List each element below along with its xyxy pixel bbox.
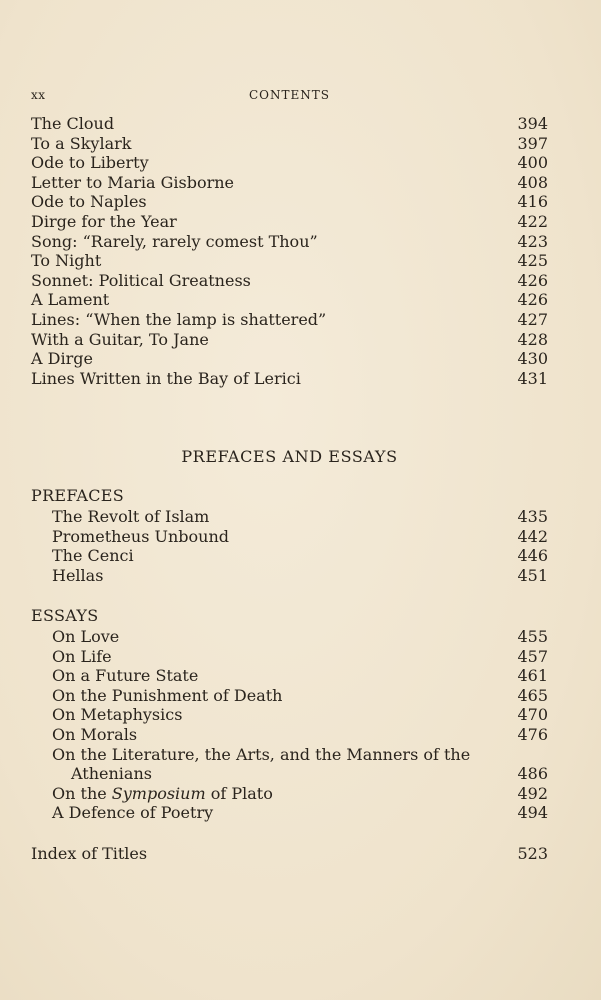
entry-title: [52, 784, 273, 804]
prefaces-section: [31, 485, 548, 585]
entry-page: 427: [517, 309, 548, 329]
entry-page: 451: [517, 565, 548, 585]
toc-entry: [31, 271, 548, 291]
toc-entry-index: [31, 844, 548, 864]
toc-entry: [31, 251, 548, 271]
entry-page: 408: [517, 172, 548, 192]
toc-entry: [31, 705, 548, 725]
index-entry-block: [31, 844, 548, 864]
toc-entry: [31, 686, 548, 706]
entry-page: 430: [517, 349, 548, 369]
toc-entry-defence: [31, 803, 548, 823]
entry-page: 476: [517, 724, 548, 744]
entry-page: 442: [517, 526, 548, 546]
entry-title: The Cloud: [31, 114, 115, 133]
entry-title: A Dirge: [31, 349, 93, 369]
entry-title: Hellas: [52, 565, 104, 585]
toc-entry: [31, 627, 548, 647]
toc-entry-symposium: [31, 784, 548, 804]
entry-page: 446: [517, 546, 548, 566]
entry-page: 494: [517, 803, 548, 823]
entry-page: 457: [517, 646, 548, 666]
essays-heading: ESSAYS: [31, 606, 99, 625]
toc-entry: [31, 134, 548, 154]
toc-entry: [31, 212, 548, 232]
entry-page: 523: [517, 844, 548, 863]
toc-entry: [31, 153, 548, 173]
toc-entry: [31, 507, 548, 527]
toc-entry: [31, 666, 548, 686]
section-title: PREFACES AND ESSAYS: [181, 447, 398, 466]
entry-page: 435: [517, 507, 548, 526]
entry-title: Ode to Liberty: [31, 153, 149, 173]
entry-page: 422: [517, 211, 548, 231]
entry-title: On Life: [52, 646, 112, 666]
entry-page: 492: [517, 783, 548, 803]
entry-page: 426: [517, 290, 548, 310]
entry-title: A Lament: [31, 290, 110, 310]
entry-page: 486: [517, 764, 548, 784]
entry-page: 455: [517, 627, 548, 646]
entry-title: The Cenci: [52, 546, 134, 566]
entry-title: On Morals: [52, 724, 138, 744]
entry-title: On the Punishment of Death: [52, 685, 283, 705]
entry-page: 397: [517, 133, 548, 153]
title-pre: On the: [52, 783, 112, 803]
entry-title: The Revolt of Islam: [52, 507, 210, 526]
entry-page: 461: [517, 666, 548, 686]
entry-title: Dirge for the Year: [31, 211, 177, 231]
entry-title: Lines: “When the lamp is shattered”: [31, 309, 327, 329]
essays-section: [31, 605, 548, 823]
toc-entry: [31, 527, 548, 547]
toc-entry: [31, 310, 548, 330]
entry-title-line1: On the Literature, the Arts, and the Manners of the: [52, 744, 471, 764]
entry-title: With a Guitar, To Jane: [31, 329, 209, 349]
entry-title: To a Skylark: [31, 133, 132, 153]
prefaces-heading: PREFACES: [31, 486, 125, 505]
toc-entry: [31, 232, 548, 252]
toc-entry: [31, 725, 548, 745]
toc-entry: [31, 114, 548, 134]
entry-page: 423: [517, 231, 548, 251]
toc-entry: [31, 546, 548, 566]
entry-title: To Night: [31, 251, 102, 271]
toc-entry: [31, 330, 548, 350]
entry-title: Song: “Rarely, rarely comest Thou”: [31, 231, 318, 251]
entry-title: On Metaphysics: [52, 705, 183, 725]
toc-entry: [31, 290, 548, 310]
toc-entry: [31, 369, 548, 389]
toc-entry: [31, 173, 548, 193]
toc-entry: [31, 349, 548, 369]
entry-title: Ode to Naples: [31, 192, 147, 212]
running-head: [31, 88, 548, 106]
entry-page: 426: [517, 270, 548, 290]
running-head-title: CONTENTS: [248, 88, 330, 102]
prefaces-list: [31, 507, 548, 585]
title-italic: Symposium: [111, 783, 206, 803]
entry-title-line2: Athenians: [71, 764, 152, 784]
entry-title: A Defence of Poetry: [52, 803, 214, 823]
entry-page: 465: [517, 685, 548, 705]
entry-title: Index of Titles: [31, 844, 148, 863]
entry-page: 400: [517, 153, 548, 173]
toc-entry: [31, 647, 548, 667]
entry-page: 428: [517, 329, 548, 349]
lyrics-list: [31, 114, 548, 388]
essays-list: [31, 627, 548, 745]
toc-entry: [31, 566, 548, 586]
entry-page: 431: [517, 368, 548, 388]
entry-page: 470: [517, 705, 548, 725]
toc-entry: [31, 192, 548, 212]
entry-page: 425: [517, 251, 548, 271]
entry-page: 394: [517, 114, 548, 133]
page-folio: xx: [31, 88, 46, 102]
entry-title: Letter to Maria Gisborne: [31, 172, 235, 192]
toc-entry-literature: [31, 745, 548, 784]
entry-title: Prometheus Unbound: [52, 526, 230, 546]
entry-title: Lines Written in the Bay of Lerici: [31, 368, 301, 388]
entry-page: 416: [517, 192, 548, 212]
entry-title: On Love: [52, 627, 120, 646]
title-post: of Plato: [205, 783, 273, 803]
entry-title: On a Future State: [52, 666, 199, 686]
entry-title: Sonnet: Political Greatness: [31, 270, 251, 290]
